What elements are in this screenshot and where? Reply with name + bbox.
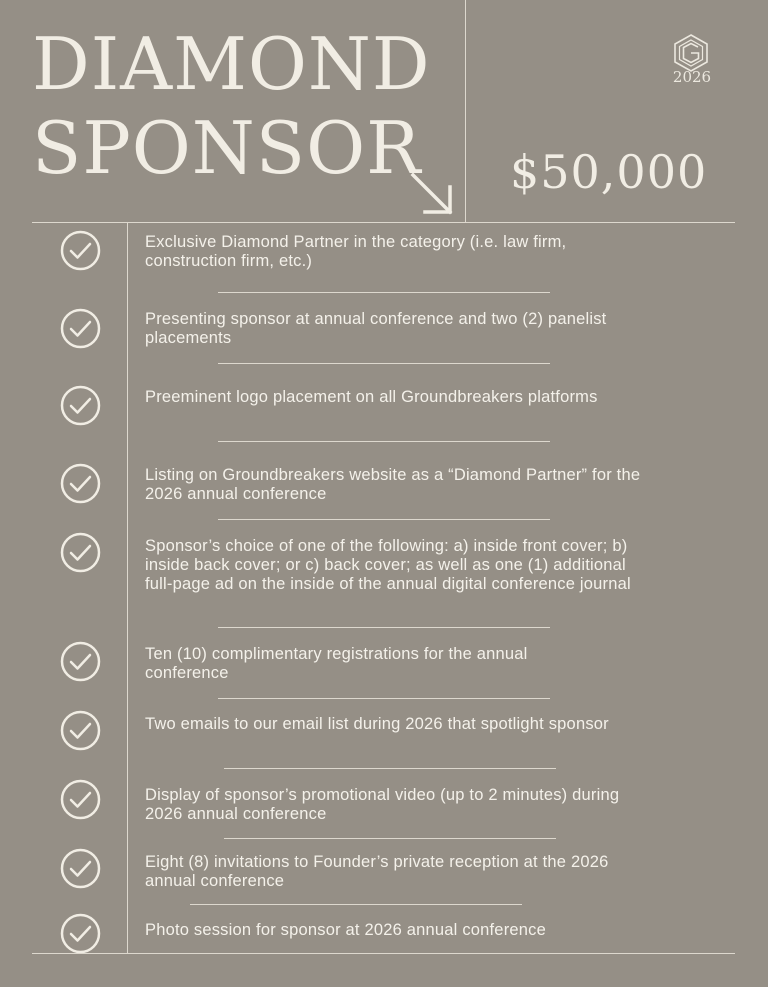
benefit-text: Exclusive Diamond Partner in the category (i.e. law firm, construction firm, etc.) (145, 233, 567, 270)
benefit-text: Sponsor’s choice of one of the following: a) inside front cover; b) inside back cover; or c) back cover; as well as one (1) additional full-page ad on the inside of the annual digital conference journal (145, 537, 631, 593)
benefit-text: Eight (8) invitations to Founder’s private reception at the 2026 annual conference (145, 853, 609, 890)
title-line-2: SPONSOR (32, 106, 422, 190)
item-separator (224, 838, 556, 839)
footer-divider-horizontal (32, 953, 735, 954)
check-circle-icon (60, 848, 101, 889)
check-circle-icon (60, 913, 101, 954)
page-title (32, 22, 431, 190)
item-separator (224, 768, 556, 769)
item-separator (218, 519, 550, 520)
benefit-text: Listing on Groundbreakers website as a “Diamond Partner” for the 2026 annual conference (145, 466, 641, 503)
benefit-text: Display of sponsor’s promotional video (up to 2 minutes) during 2026 annual conference (145, 786, 620, 823)
sponsorship-price: $50,000 (510, 145, 708, 199)
header-divider-vertical (465, 0, 466, 223)
item-separator (218, 363, 550, 364)
benefit-text: Presenting sponsor at annual conference and two (2) panelist placements (145, 310, 607, 347)
item-separator (218, 292, 550, 293)
header-divider-horizontal (32, 222, 735, 223)
item-separator (190, 904, 522, 905)
check-circle-icon (60, 779, 101, 820)
check-circle-icon (60, 463, 101, 504)
check-circle-icon (60, 710, 101, 751)
logo-year: 2026 (672, 68, 712, 86)
check-circle-icon (60, 641, 101, 682)
g-hexagon-logo-icon (671, 33, 711, 73)
item-separator (218, 627, 550, 628)
list-divider-vertical (127, 223, 128, 953)
title-line-1: DIAMOND (32, 22, 431, 106)
item-separator (218, 698, 550, 699)
benefit-text: Ten (10) complimentary registrations for the annual conference (145, 645, 528, 682)
benefit-text: Two emails to our email list during 2026 that spotlight sponsor (145, 715, 609, 733)
item-separator (218, 441, 550, 442)
check-circle-icon (60, 230, 101, 271)
check-circle-icon (60, 308, 101, 349)
check-circle-icon (60, 385, 101, 426)
benefit-text: Preeminent logo placement on all Groundbreakers platforms (145, 388, 598, 406)
check-circle-icon (60, 532, 101, 573)
arrow-down-right-icon (408, 170, 456, 218)
benefit-text: Photo session for sponsor at 2026 annual conference (145, 921, 546, 939)
